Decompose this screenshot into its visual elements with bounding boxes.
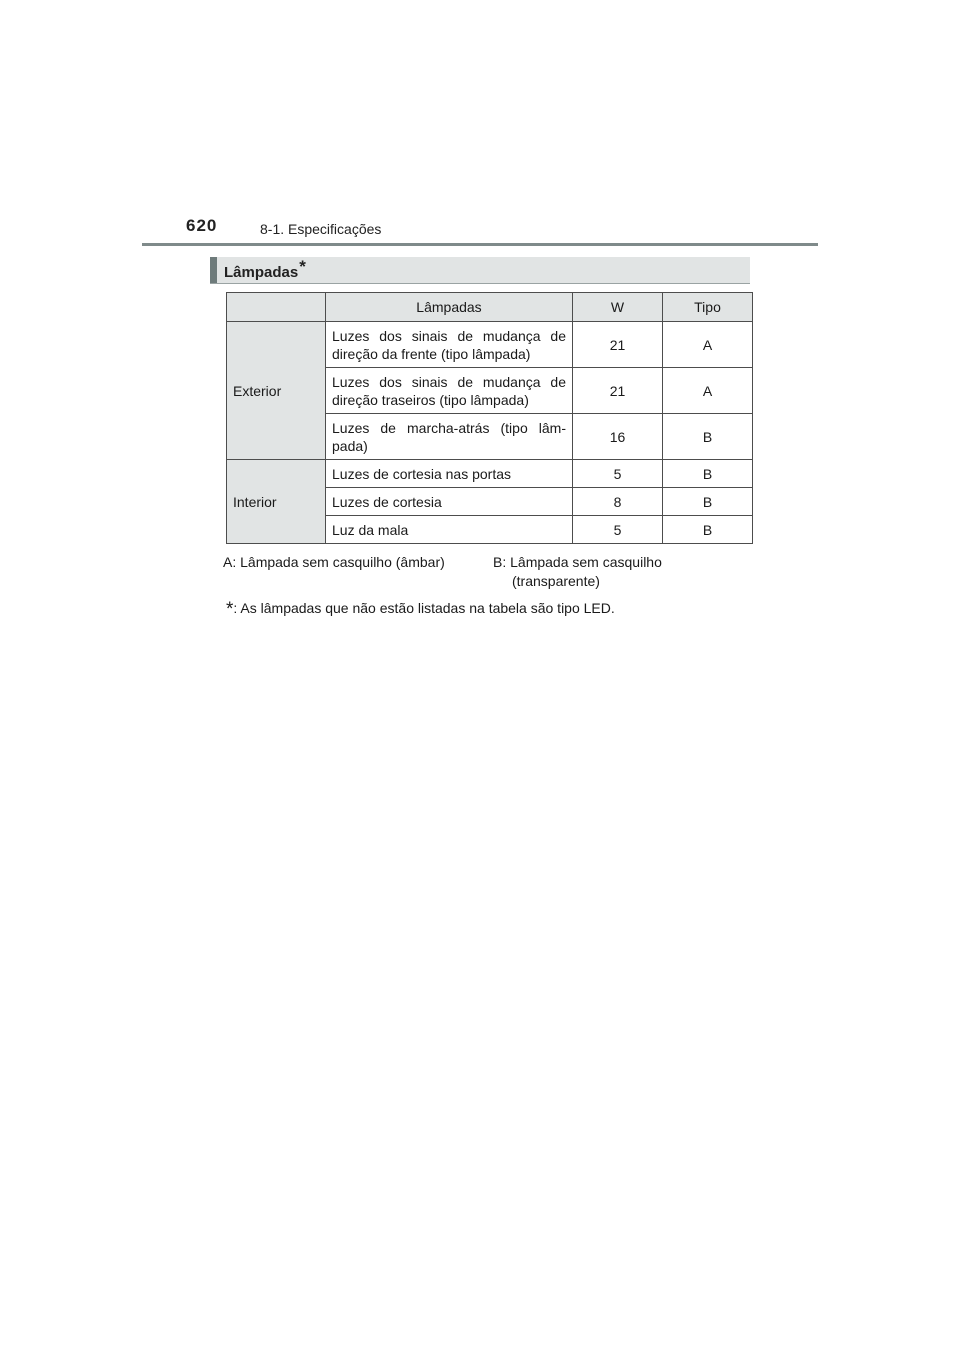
table-header-row [227, 293, 753, 322]
bulb-type: B [663, 460, 753, 488]
bulb-type: B [663, 414, 753, 460]
column-header-group [227, 293, 326, 322]
bulb-type: A [663, 368, 753, 414]
bulb-watts: 21 [573, 322, 663, 368]
column-header-bulbs: Lâmpadas [326, 293, 573, 322]
section-heading-bar [210, 257, 217, 283]
bulb-name: Luzes de marcha-atrás (tipo lâm-pada) [326, 414, 573, 460]
bulb-watts: 16 [573, 414, 663, 460]
bulb-name: Luzes dos sinais de mudança de direção da frente (tipo lâmpada) [326, 322, 573, 368]
bulb-watts: 21 [573, 368, 663, 414]
bulb-type: B [663, 516, 753, 544]
column-header-type: Tipo [663, 293, 753, 322]
legend-type-a: A: Lâmpada sem casquilho (âmbar) [223, 554, 445, 570]
page-number: 620 [186, 216, 218, 235]
table-row [227, 322, 753, 368]
bulb-type: A [663, 322, 753, 368]
bulb-watts: 5 [573, 460, 663, 488]
group-label-interior: Interior [227, 460, 326, 544]
bulb-watts: 8 [573, 488, 663, 516]
bulb-name: Luz da mala [326, 516, 573, 544]
section-heading [210, 257, 750, 284]
bulb-watts: 5 [573, 516, 663, 544]
table-row [227, 460, 753, 488]
bulb-name: Luzes de cortesia [326, 488, 573, 516]
section-title: Lâmpadas* [224, 257, 306, 281]
footnote: *: As lâmpadas que não estão listadas na tabela são tipo LED. [226, 599, 615, 620]
header-divider [142, 243, 818, 246]
column-header-watts: W [573, 293, 663, 322]
bulb-name: Luzes dos sinais de mudança de direção traseiros (tipo lâmpada) [326, 368, 573, 414]
bulb-name: Luzes de cortesia nas portas [326, 460, 573, 488]
group-label-exterior: Exterior [227, 322, 326, 460]
bulb-type: B [663, 488, 753, 516]
breadcrumb: 8-1. Especificações [260, 221, 382, 237]
asterisk-marker: * [299, 257, 306, 276]
legend-type-b: B: Lâmpada sem casquilho (transparente) [493, 554, 662, 589]
asterisk-marker: * [226, 599, 234, 620]
bulb-spec-table [226, 292, 753, 544]
